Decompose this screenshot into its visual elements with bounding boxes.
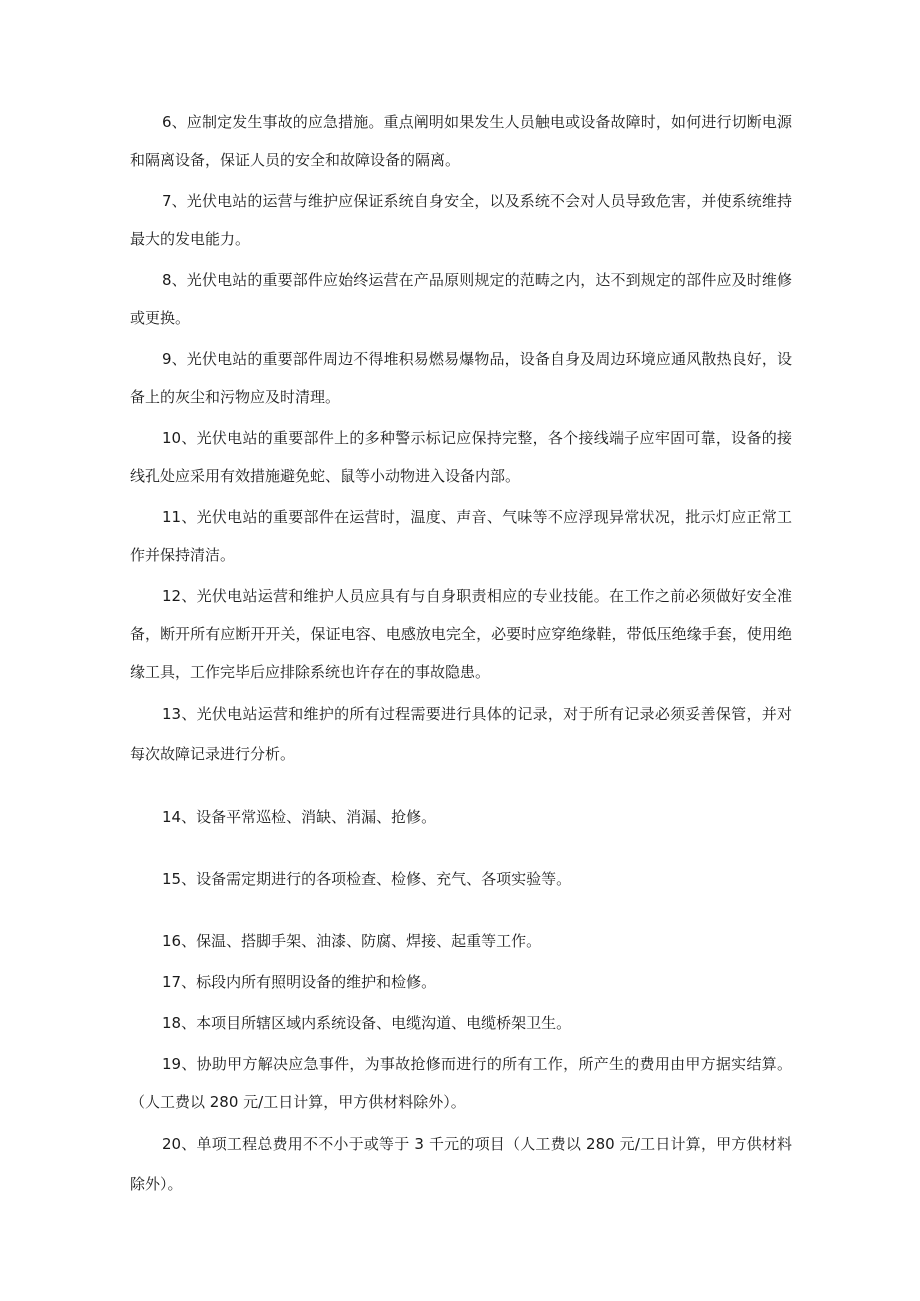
paragraph-item-12: 12、光伏电站运营和维护人员应具有与自身职责相应的专业技能。在工作之前必须做好安全准备，断开所有应断开开关，保证电容、电感放电完全，必要时应穿绝缘鞋，带低压绝缘手套，使用绝缘工具，工作完毕后应排除系统也许存在的事故隐患。 (130, 587, 792, 681)
paragraph-item-16: 16、保温、搭脚手架、油漆、防腐、焊接、起重等工作。 (162, 932, 542, 950)
paragraph-item-14: 14、设备平常巡检、消缺、消漏、抢修。 (162, 808, 437, 826)
paragraph-item-20: 20、单项工程总费用不不小于或等于 3 千元的项目（人工费以 280 元/工日计算，甲方供材料除外）。 (130, 1135, 792, 1193)
paragraph-item-9: 9、光伏电站的重要部件周边不得堆积易燃易爆物品，设备自身及周边环境应通风散热良好，设备上的灰尘和污物应及时清理。 (130, 350, 792, 406)
paragraph-item-11: 11、光伏电站的重要部件在运营时，温度、声音、气味等不应浮现异常状况，批示灯应正常工作并保持清洁。 (130, 508, 792, 564)
paragraph-item-15: 15、设备需定期进行的各项检查、检修、充气、各项实验等。 (162, 870, 572, 888)
paragraph-item-6: 6、应制定发生事故的应急措施。重点阐明如果发生人员触电或设备故障时，如何进行切断电源和隔离设备，保证人员的安全和故障设备的隔离。 (130, 113, 792, 169)
paragraph-item-7: 7、光伏电站的运营与维护应保证系统自身安全，以及系统不会对人员导致危害，并使系统维持最大的发电能力。 (130, 192, 792, 248)
paragraph-item-19: 19、协助甲方解决应急事件，为事故抢修而进行的所有工作，所产生的费用由甲方据实结算。（人工费以 280 元/工日计算，甲方供材料除外）。 (130, 1055, 792, 1111)
paragraph-item-13: 13、光伏电站运营和维护的所有过程需要进行具体的记录，对于所有记录必须妥善保管，并对每次故障记录进行分析。 (130, 705, 792, 763)
document-body (130, 103, 792, 1207)
paragraph-item-10: 10、光伏电站的重要部件上的多种警示标记应保持完整，各个接线端子应牢固可靠，设备的接线孔处应采用有效措施避免蛇、鼠等小动物进入设备内部。 (130, 429, 792, 485)
paragraph-item-17: 17、标段内所有照明设备的维护和检修。 (162, 973, 437, 991)
paragraph-item-8: 8、光伏电站的重要部件应始终运营在产品原则规定的范畴之内，达不到规定的部件应及时维修或更换。 (130, 271, 792, 327)
paragraph-item-18: 18、本项目所辖区域内系统设备、电缆沟道、电缆桥架卫生。 (162, 1014, 572, 1032)
